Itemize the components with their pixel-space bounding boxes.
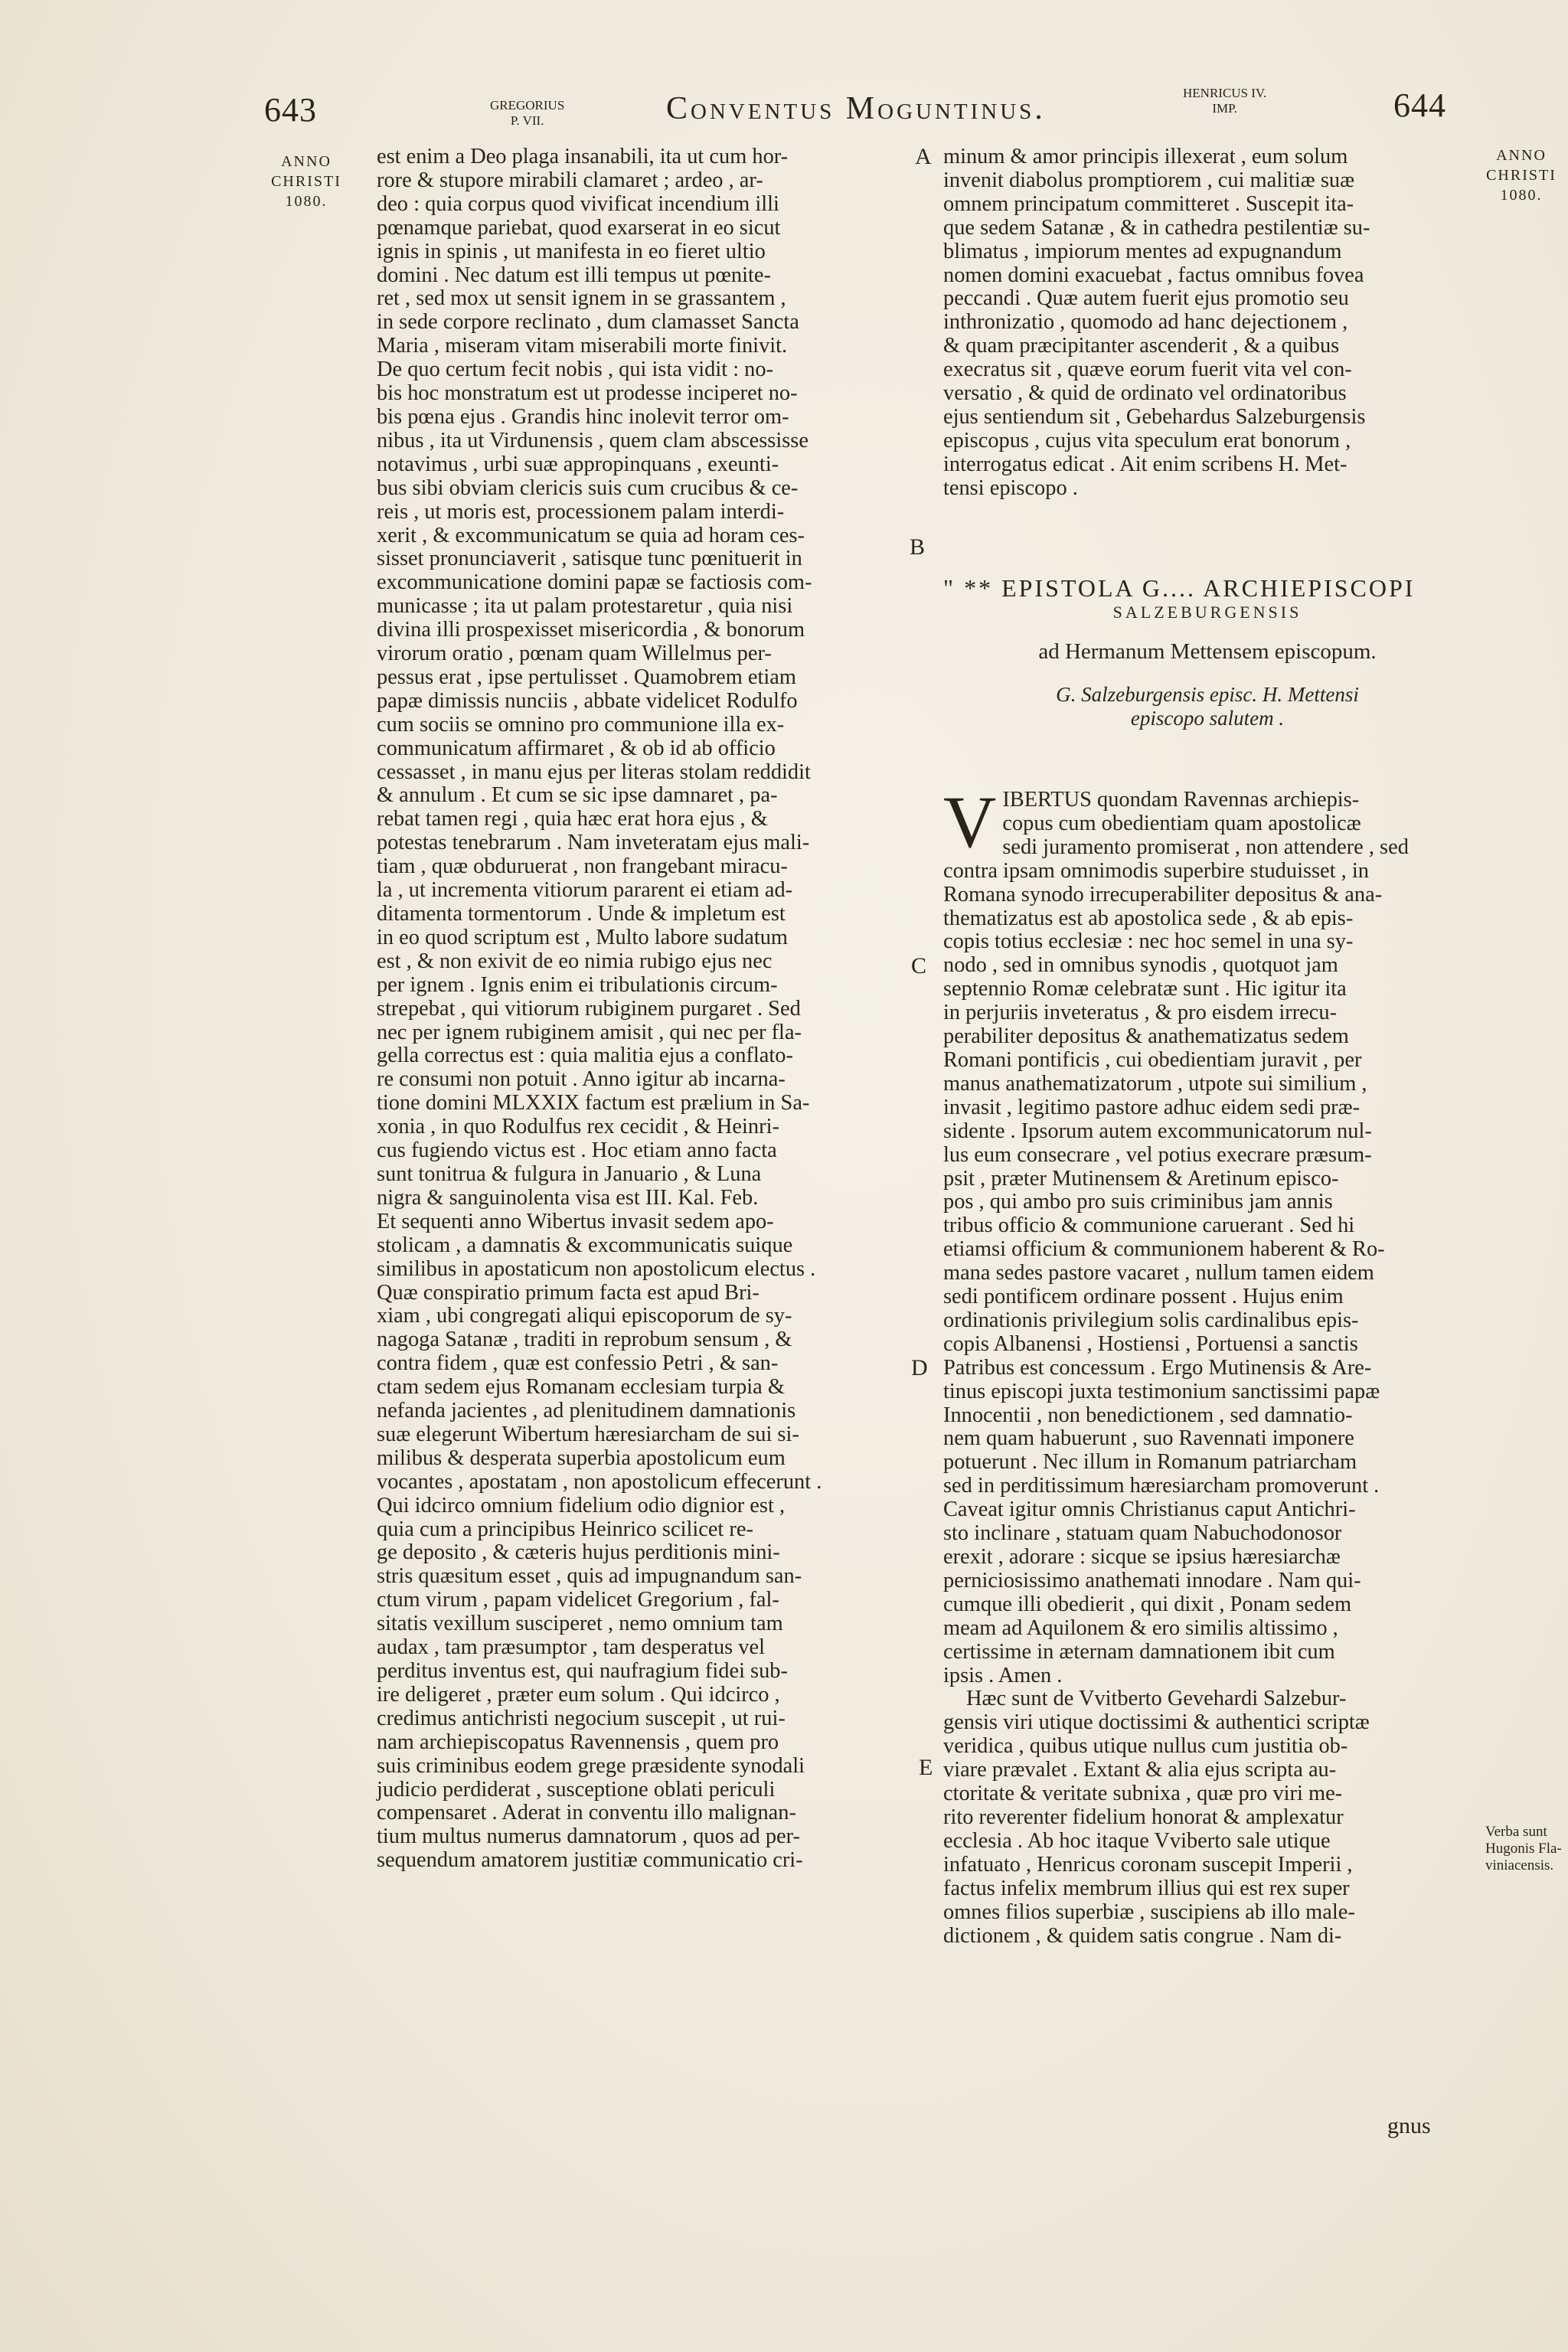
text-line: inthronizatio , quomodo ad hanc dejectionem ,: [943, 310, 1348, 335]
text-line: suis criminibus eodem grege præsidente synodali: [377, 1753, 805, 1778]
text-line: deo : quia corpus quod vivificat incendium illi: [377, 191, 779, 216]
text-line: mana sedes pastore vacaret , nullum tamen eidem: [943, 1261, 1374, 1285]
text-line: papæ dimissis nunciis , abbate videlicet Rodulfo: [377, 688, 798, 713]
text-line: vocantes , apostatam , non apostolicum effecerunt .: [377, 1469, 822, 1494]
text-line: tione domini MLXXIX factum est prælium in Sa-: [377, 1091, 810, 1116]
text-line: ctoritate & veritate subnixa , quæ pro viri me-: [943, 1782, 1343, 1806]
text-line: excommunicatione domini papæ se factiosis com-: [377, 570, 812, 595]
text-line: bis pœna ejus . Grandis hinc inolevit terror om-: [377, 404, 789, 429]
text-line: stolicam , a damnatis & excommunicatis suique: [377, 1233, 793, 1257]
text-line: ecclesia . Ab hoc itaque Vviberto sale utique: [943, 1828, 1331, 1853]
text-line: audax , tam præsumptor , tam desperatus vel: [377, 1635, 765, 1660]
left-margin-year: [256, 152, 356, 211]
text-line: cum sociis se omnino pro communione illa ex-: [377, 712, 785, 737]
section-letter-a: A: [915, 144, 932, 169]
text-line: meam ad Aquilonem & ero similis altissimo ,: [943, 1615, 1338, 1640]
text-line: omnem principatum committeret . Suscepit ita-: [943, 191, 1354, 216]
right-running-head: [1183, 86, 1266, 139]
text-line: copis totius ecclesiæ : nec hoc semel in una sy-: [943, 929, 1354, 954]
text-line: nefanda jacientes , ad plenitudinem damnationis: [377, 1399, 796, 1423]
text-line: reis , ut moris est, processionem palam interdi-: [377, 499, 785, 524]
text-line: Maria , miseram vitam miserabili morte finivit.: [377, 334, 788, 358]
text-line: nigra & sanguinolenta visa est III. Kal. Feb.: [377, 1185, 759, 1210]
text-line: Quæ conspiratio primum facta est apud Bri-: [377, 1280, 760, 1305]
text-line: xiam , ubi congregati aliqui episcoporum de sy-: [377, 1304, 792, 1328]
year-label: 1080.: [285, 193, 328, 210]
running-head-line: P. VII.: [510, 113, 544, 128]
text-line: similibus in apostaticum non apostolicum electus .: [377, 1256, 816, 1281]
text-line: xerit , & excommunicatum se quia ad horam ces-: [377, 523, 805, 547]
text-line: municasse ; ita ut palam protestaretur , quia nisi: [377, 594, 793, 619]
text-line: strepebat , qui vitiorum rubiginem purgaret . Sed: [377, 996, 801, 1021]
left-page-number: 643: [264, 91, 317, 129]
text-line: nomen domini exacuebat , factus omnibus fovea: [943, 263, 1364, 287]
right-column-top: [943, 145, 1472, 501]
section-letter-e: E: [919, 1755, 933, 1780]
text-line: que sedem Satanæ , & in cathedra pestilentiæ su-: [943, 215, 1370, 240]
year-label: 1080.: [1500, 187, 1543, 204]
text-line: suæ elegerunt Wibertum hæresiarcham de sui si-: [377, 1422, 799, 1446]
epistola-title: " ** EPISTOLA G.... ARCHIEPISCOPI: [943, 574, 1416, 602]
text-line: ctam sedem ejus Romanam ecclesiam turpia &: [377, 1375, 785, 1400]
text-line: sunt tonitrua & fulgura in Januario , & Luna: [377, 1161, 762, 1186]
christi-label: CHRISTI: [1486, 167, 1557, 184]
running-head-line: HENRICUS IV.: [1183, 86, 1267, 100]
right-column-body: [943, 781, 1472, 1948]
text-line: gensis viri utique doctissimi & authentici scriptæ: [943, 1710, 1370, 1735]
text-line: sed in perditissimum hæresiarcham promoverunt .: [943, 1474, 1380, 1498]
text-line: versatio , & quid de ordinato vel ordinatoribus: [943, 381, 1347, 406]
text-line: tribus officio & communione caruerant . Sed hi: [943, 1214, 1355, 1238]
text-line: psit , præter Mutinensem & Aretinum episco-: [943, 1166, 1339, 1191]
text-line: bus sibi obviam clericis suis cum crucibus & ce-: [377, 475, 799, 500]
section-letter-c: C: [911, 953, 927, 978]
text-line: viare prævalet . Extant & alia ejus scripta au-: [943, 1758, 1337, 1782]
text-line: manus anathematizatorum , utpote sui similium ,: [943, 1071, 1367, 1096]
text-line: potuerunt . Nec illum in Romanum patriarcham: [943, 1450, 1357, 1475]
text-line: in sede corpore reclinato , dum clamasset Sancta: [377, 310, 799, 335]
text-line: dictionem , & quidem satis congrue . Nam di-: [943, 1923, 1342, 1948]
text-line: cus fugiendo victus est . Hoc etiam anno facta: [377, 1138, 777, 1163]
margin-note-hugo: [1485, 1824, 1568, 1874]
text-line: notavimus , urbi suæ appropinquans , exeunti-: [377, 452, 779, 476]
running-head-line: GREGORIUS: [490, 98, 565, 113]
text-line: perabiliter depositus & anathematizatus sedem: [943, 1024, 1349, 1049]
text-line: nibus , ita ut Virdunensis , quem clam abscessisse: [377, 428, 808, 452]
text-line: stris quæsitum esset , quis ad impugnandum san-: [377, 1564, 802, 1589]
text-line: contra fidem , quæ est confessio Petri , & san-: [377, 1351, 779, 1376]
text-line: septennio Romæ celebratæ sunt . Hic igitur ita: [943, 977, 1347, 1001]
text-line: ret , sed mox ut sensit ignem in se grassantem ,: [377, 286, 786, 311]
epistola-addressee: ad Hermanum Mettensem episcopum.: [1038, 639, 1377, 664]
text-line: cumque illi obedierit , qui dixit , Ponam sedem: [943, 1592, 1352, 1616]
text-line: per ignem . Ignis enim ei tribulationis circum-: [377, 972, 778, 997]
text-line: re consumi non potuit . Anno igitur ab incarna-: [377, 1067, 786, 1092]
running-head-line: IMP.: [1212, 101, 1237, 116]
section-letter-d: D: [911, 1355, 928, 1380]
text-line: perniciosissimo anathemati innodare . Nam qui-: [943, 1568, 1361, 1592]
text-line: minum & amor principis illexerat , eum solum: [943, 145, 1348, 168]
text-line: sequendum amatorem justitiæ communicatio cri-: [377, 1848, 803, 1873]
text-line: perditus inventus est, qui naufragium fidei sub-: [377, 1659, 788, 1683]
drop-cap: V: [943, 781, 997, 863]
text-line: lus eum consecrare , vel potius execrare præsum-: [943, 1142, 1372, 1167]
right-page-number: 644: [1393, 87, 1446, 124]
page-title: Conventus Moguntinus.: [666, 91, 1046, 126]
text-line: omnes filios superbiæ , suscipiens ab illo male-: [943, 1900, 1355, 1924]
left-column: [377, 145, 899, 1873]
text-line: veridica , quibus utique nullus cum justitia ob-: [943, 1734, 1348, 1759]
text-line: tiam , quæ obduruerat , non frangebant miracu-: [377, 854, 788, 879]
right-margin-year: [1476, 145, 1566, 205]
text-line: cessasset , in manu ejus per literas stolam reddidit: [377, 760, 811, 784]
margin-note-line: viniacensis.: [1485, 1857, 1554, 1873]
text-line: domini . Nec datum est illi tempus ut pœnite-: [377, 263, 771, 287]
text-line: judicio perdiderat , susceptione oblati periculi: [377, 1777, 776, 1802]
text-line: est enim a Deo plaga insanabili, ita ut cum hor-: [377, 145, 789, 168]
epistola-greeting-line: G. Salzeburgensis episc. H. Mettensi: [1056, 683, 1359, 706]
text-line: erexit , adorare : sicque se ipsius hæresiarchæ: [943, 1545, 1341, 1569]
left-running-head: [490, 98, 564, 152]
text-line: IBERTUS quondam Ravennas archiepis-: [1002, 788, 1360, 812]
text-line: credimus antichristi negocium suscepit , ut rui-: [377, 1706, 786, 1730]
text-line: Hæc sunt de Vvitberto Gevehardi Salzebur-: [966, 1687, 1347, 1711]
margin-note-line: Hugonis Fla-: [1485, 1841, 1562, 1857]
text-line: ipsis . Amen .: [943, 1663, 1063, 1687]
text-line: Et sequenti anno Wibertus invasit sedem apo-: [377, 1209, 774, 1233]
text-line: contra ipsam omnimodis superbire studuisset , in: [943, 858, 1369, 883]
text-line: rore & stupore mirabili clamaret ; ardeo , ar-: [377, 168, 763, 192]
text-line: sedi juramento promiserat , non attendere , sed: [1002, 835, 1409, 859]
text-line: invenit diabolus promptiorem , cui malitiæ suæ: [943, 168, 1355, 192]
text-line: nagoga Satanæ , traditi in reprobum sensum , &: [377, 1328, 792, 1352]
text-line: tinus episcopi juxta testimonium sanctissimi papæ: [943, 1379, 1380, 1403]
text-line: peccandi . Quæ autem fuerit ejus promotio seu: [943, 286, 1349, 311]
epistola-greeting-line: episcopo salutem .: [1130, 707, 1285, 730]
text-line: la , ut incrementa vitiorum pararent ei etiam ad-: [377, 878, 793, 903]
text-line: pos , qui ambo pro suis criminibus jam annis: [943, 1190, 1333, 1214]
text-line: nem quam habuerunt , suo Ravennati imponere: [943, 1426, 1354, 1451]
text-line: virorum oratio , pœnam quam Willelmus per-: [377, 642, 772, 666]
text-line: interrogatus edicat . Ait enim scribens H. Met-: [943, 452, 1348, 476]
text-line: milibus & desperata superbia apostolicum eum: [377, 1446, 786, 1470]
text-line: ctum virum , papam videlicet Gregorium , fal-: [377, 1588, 779, 1612]
anno-label: ANNO: [1496, 147, 1547, 164]
text-line: copis Albanensi , Hostiensi , Portuensi a sanctis: [943, 1331, 1358, 1356]
text-line: tium multus numerus damnatorum , quos ad per-: [377, 1824, 800, 1849]
christi-label: CHRISTI: [271, 173, 341, 190]
text-line: quia cum a principibus Heinrico scilicet re-: [377, 1517, 753, 1541]
text-line: certissime in æternam damnationem ibit cum: [943, 1639, 1335, 1664]
text-line: in perjuriis inveteratus , & pro eisdem irrecu-: [943, 1001, 1338, 1025]
section-letter-b: B: [910, 534, 926, 560]
text-line: ditamenta tormentorum . Unde & impletum est: [377, 902, 786, 926]
text-line: nodo , sed in omnibus synodis , quotquot jam: [943, 953, 1338, 978]
text-line: nec per ignem rubiginem amisit , qui nec per fla-: [377, 1020, 802, 1044]
text-line: sisset pronunciaverit , satisque tunc pœnituerit in: [377, 547, 802, 571]
text-line: De quo certum fecit nobis , qui ista vidit : no-: [377, 358, 774, 382]
text-line: communicatum affirmaret , & ob id ab officio: [377, 736, 776, 760]
text-line: infatuato , Henricus coronam suscepit Imperii ,: [943, 1852, 1353, 1877]
text-line: pœnamque pariebat, quod exarserat in eo sicut: [377, 215, 781, 240]
text-line: sedi pontificem ordinare possent . Hujus enim: [943, 1285, 1344, 1309]
text-line: blimatus , impiorum mentes ad expugnandum: [943, 239, 1342, 263]
text-line: factus infelix membrum illius qui est rex super: [943, 1876, 1350, 1900]
text-line: episcopus , cujus vita speculum erat bonorum ,: [943, 428, 1351, 452]
text-line: rebat tamen regi , quia hæc erat hora ejus , &: [377, 807, 768, 831]
text-line: ejus sentiendum sit , Gebehardus Salzeburgensis: [943, 404, 1366, 429]
text-line: ire deligeret , præter eum solum . Qui idcirco ,: [377, 1682, 780, 1707]
text-line: etiamsi officium & communionem haberent & Ro-: [943, 1237, 1385, 1262]
catchword: gnus: [1387, 2113, 1431, 2138]
text-line: in eo quod scriptum est , Multo labore sudatum: [377, 925, 788, 949]
text-line: execratus sit , quæve eorum fuerit vita vel con-: [943, 358, 1352, 382]
text-line: ordinationis privilegium solis cardinalibus epis-: [943, 1308, 1359, 1332]
epistola-subtitle: SALZEBURGENSIS: [1112, 603, 1302, 622]
text-line: Innocentii , non benedictionem , sed damnatio-: [943, 1403, 1353, 1427]
margin-note-line: Verba sunt: [1485, 1824, 1547, 1840]
text-line: & annulum . Et cum se sic ipse damnaret , pa-: [377, 783, 778, 808]
text-line: thematizatus est ab apostolica sede , & ab epis-: [943, 906, 1354, 930]
text-line: Romana synodo irrecuperabiliter depositus & ana-: [943, 882, 1383, 906]
text-line: copus cum obedientiam quam apostolicæ: [1002, 811, 1361, 835]
text-line: Caveat igitur omnis Christianus caput Antichri-: [943, 1498, 1356, 1522]
text-line: sidente . Ipsorum autem excommunicatorum nul-: [943, 1119, 1372, 1143]
text-line: sitatis vexillum susciperet , nemo omnium tam: [377, 1612, 783, 1636]
text-line: pessus erat , ipse pertulisset . Quamobrem etiam: [377, 665, 796, 689]
epistola-heading: [943, 574, 1472, 730]
text-line: est , & non exivit de eo nimia rubigo ejus nec: [377, 949, 773, 973]
text-line: bis hoc monstratum est ut prodesse inciperet no-: [377, 381, 798, 406]
text-line: xonia , in quo Rodulfus rex cecidit , & Heinri-: [377, 1115, 779, 1139]
text-line: rito reverenter fidelium honorat & amplexatur: [943, 1805, 1344, 1829]
text-line: Patribus est concessum . Ergo Mutinensis & Are-: [943, 1355, 1372, 1380]
text-line: ignis in spinis , ut manifesta in eo fieret ultio: [377, 239, 766, 263]
anno-label: ANNO: [281, 153, 332, 170]
text-line: Romani pontificis , cui obedientiam juravit , per: [943, 1047, 1362, 1072]
text-line: divina illi prospexisset misericordia , & bonorum: [377, 618, 805, 642]
text-line: & quam præcipitanter ascenderit , & a quibus: [943, 334, 1340, 358]
text-line: tensi episcopo .: [943, 475, 1078, 500]
text-line: nam archiepiscopatus Ravennensis , quem pro: [377, 1730, 779, 1754]
text-line: Qui idcirco omnium fidelium odio dignior est ,: [377, 1493, 786, 1517]
text-line: invasit , legitimo pastore adhuc eidem sedi præ-: [943, 1095, 1361, 1119]
text-line: sto inclinare , statuam quam Nabuchodonosor: [943, 1521, 1342, 1546]
text-line: ge deposito , & cæteris hujus perditionis mini-: [377, 1540, 780, 1565]
text-line: potestas tenebrarum . Nam inveteratam ejus mali-: [377, 831, 810, 855]
text-line: gella correctus est : quia malitia ejus a conflato-: [377, 1044, 793, 1068]
text-line: compensaret . Aderat in conventu illo malignan-: [377, 1801, 796, 1825]
